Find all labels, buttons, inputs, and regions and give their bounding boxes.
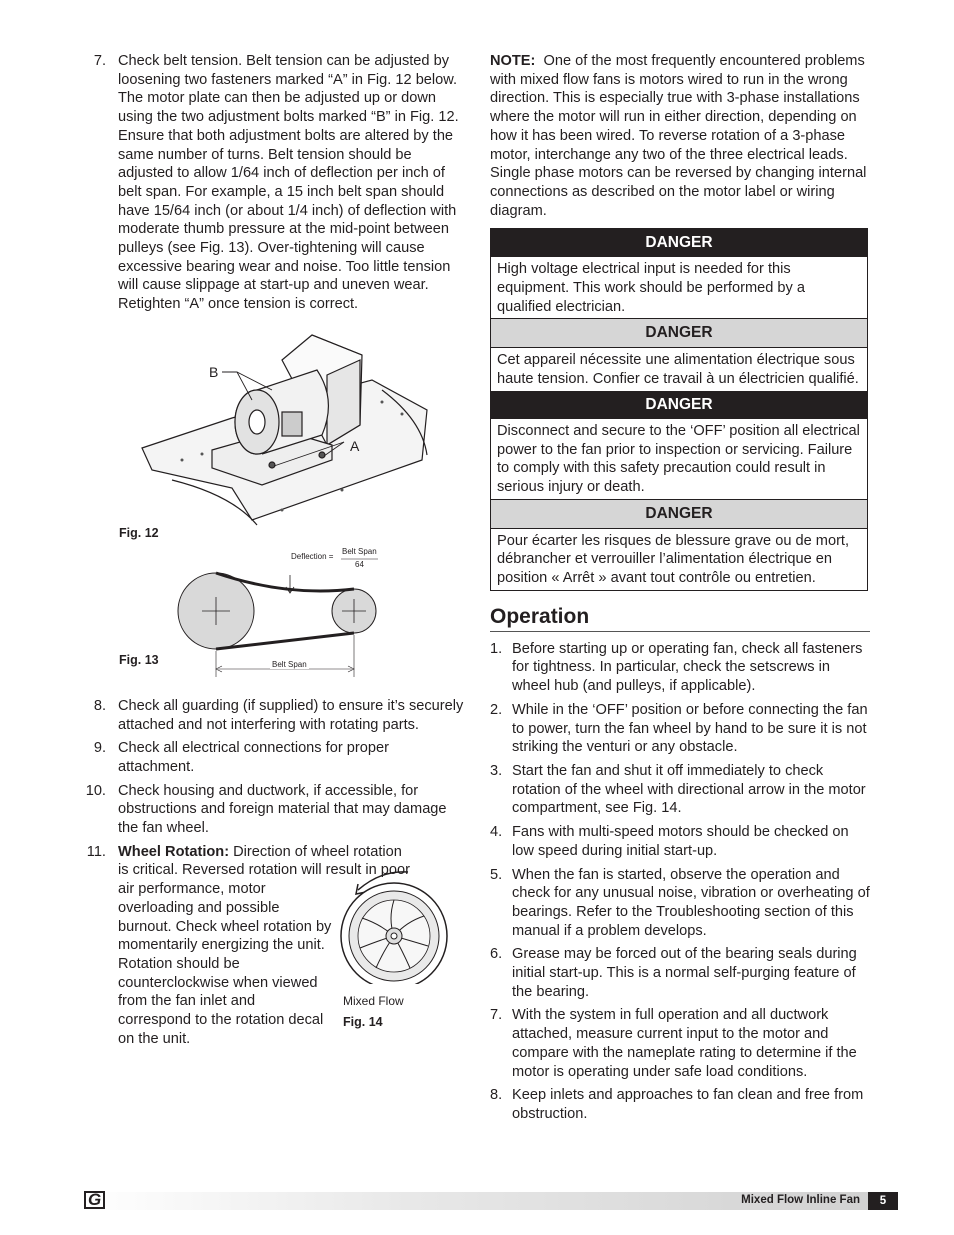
danger-heading: DANGER [491,499,867,529]
item-number: 11. [86,843,106,860]
item-text: Fans with multi-speed motors should be checked on low speed during initial start-up. [512,824,849,859]
item-number: 4. [490,824,503,841]
operation-item [490,945,870,1001]
operation-item [490,762,870,818]
item-text: While in the ‘OFF’ position or before connecting the fan to power, turn the fan wheel by hand to be sure it is not striking the venturi or any obstacle. [512,701,868,756]
item-number: 10. [85,782,106,799]
item-number: 8. [93,697,106,714]
operation-item [490,1006,870,1081]
list-item-9 [82,739,466,776]
label-b: B [209,363,219,380]
fraction-denominator: 64 [355,559,364,569]
item-text: Check all electrical connections for proper attachment. [118,740,389,775]
item-text-line2: is critical. Reversed rotation will result in poor [118,862,410,879]
note-text: One of the most frequently encountered problems with mixed flow fans is motors wired to run in the wrong direction. This is especially true with 3-phase installations where the motor will run in either direction, depending on how it has been wired. To reverse rotation of a 3-phase motor, interchange any two of the three electrical leads. Single phase motors can be reversed by changing internal connections as described on the motor label or wiring diagram. [490,53,867,219]
mixed-flow-wheel-drawing [336,864,476,984]
item-text-rest: air performance, motor overloading and possible burnout. Check wheel rotation by momentarily energizing the unit. Rotation should be counterclockwise when viewed from the fan inlet and correspond to the rotation decal on the unit. [118,881,332,1047]
item-text: Grease may be forced out of the bearing seals during initial start-up. This is a normal self-purging feature of the bearing. [512,946,857,1000]
item-number: 1. [490,640,503,657]
figure-12 [82,320,466,545]
fraction-numerator: Belt Span [342,546,377,556]
item-number: 9. [93,740,106,757]
note-label: NOTE: [490,53,536,69]
item-text: Start the fan and shut it off immediately to check rotation of the wheel with directional arrow in the motor compartment, see Fig. 14. [512,762,866,817]
operation-heading: Operation [490,605,870,632]
deflection-label: Deflection = [291,551,334,561]
operation-item [490,1086,870,1123]
fig14-label: Mixed Flow [343,993,404,1008]
fan-motor-drawing [82,320,466,545]
fig13-caption: Fig. 13 [119,652,159,667]
danger-heading: DANGER [491,229,867,257]
list-item-10 [82,782,466,838]
danger-text: High voltage electrical input is needed for this equipment. This work should be performed by a qualified electrician. [497,261,805,315]
operation-item [490,640,870,696]
list-item-8 [82,697,466,734]
operation-item [490,823,870,860]
operation-item [490,866,870,941]
fig14-caption: Fig. 14 [343,1014,383,1029]
list-item-11 [82,843,466,1049]
danger-text: Disconnect and secure to the ‘OFF’ position all electrical power to the fan prior to inspection or servicing. Failure to comply with this safety precaution could result in serious injury or death. [497,422,860,495]
operation-item [490,701,870,757]
fig12-caption: Fig. 12 [119,525,159,540]
danger-box [490,228,868,590]
item-number: 6. [490,946,503,963]
list-item-7 [82,52,466,314]
footer-title: Mixed Flow Inline Fan [741,1194,860,1206]
item-text: Before starting up or operating fan, check all fasteners for tightness. In particular, check the setscrews in wheel hub (and pulleys, if applicable). [512,640,863,695]
right-column [490,52,870,1129]
item-number: 7. [490,1007,503,1024]
danger-heading: DANGER [491,391,867,419]
item-text: With the system in full operation and all ductwork attached, measure current input to the motor and compare with the nameplate rating to determine if the motor is operating under safe load conditions. [512,1007,857,1080]
item-text: Check housing and ductwork, if accessible, for obstructions and foreign material that may damage the fan wheel. [118,782,447,837]
item-number: 3. [490,762,503,779]
item-number: 8. [490,1087,503,1104]
item-text: Check belt tension. Belt tension can be adjusted by loosening two fasteners marked “A” in Fig. 12 below. The motor plate can then be adjusted up or down using the two adjustment bolts marked “B” in Fig. 12. Ensure that both adjustment bolts are altered by the same number of turns. Belt tension should be adjusted to allow 1/64 inch of deflection per inch of belt span. For example, a 15 inch belt span should have 15/64 inch (or about 1/4 inch) of deflection with moderate thumb pressure at the mid-point between pulleys (see Fig. 13). Over-tightening will cause excessive bearing wear and noise. Too little tension will cause slippage at start-up and uneven wear. Retighten “A” once tension is correct. [118,53,459,313]
page-footer [84,1192,898,1210]
danger-text: Cet appareil nécessite une alimentation électrique sous haute tension. Confier ce travail à un électricien qualifié. [497,352,859,388]
item-text: Keep inlets and approaches to fan clean and free from obstruction. [512,1087,864,1122]
figure-13 [82,545,466,685]
item-number: 7. [93,53,106,69]
item-number: 2. [490,701,503,718]
wheel-rotation-title: Wheel Rotation: [118,843,230,860]
label-a: A [350,437,360,454]
item-number: 5. [490,866,503,883]
page-number: 5 [868,1192,898,1210]
note-paragraph [490,52,870,220]
item-text: When the fan is started, observe the operation and check for any unusual noise, vibration or overheating of bearings. Refer to the Troubleshooting section of this manual if a problem develops. [512,866,870,939]
danger-heading: DANGER [491,318,867,348]
belt-span-label: Belt Span [272,659,307,669]
figure-14 [336,864,476,1029]
left-column [82,52,466,1054]
danger-text: Pour écarter les risques de blessure grave ou de mort, débrancher et verrouiller l’alimentation électrique en position « Arrêt » avant tout contrôle ou entretien. [497,532,850,587]
item-text: Check all guarding (if supplied) to ensure it’s securely attached and not interfering with rotating parts. [118,697,464,733]
item-text-line1: Direction of wheel rotation [233,843,402,860]
brand-logo: G [84,1191,105,1209]
